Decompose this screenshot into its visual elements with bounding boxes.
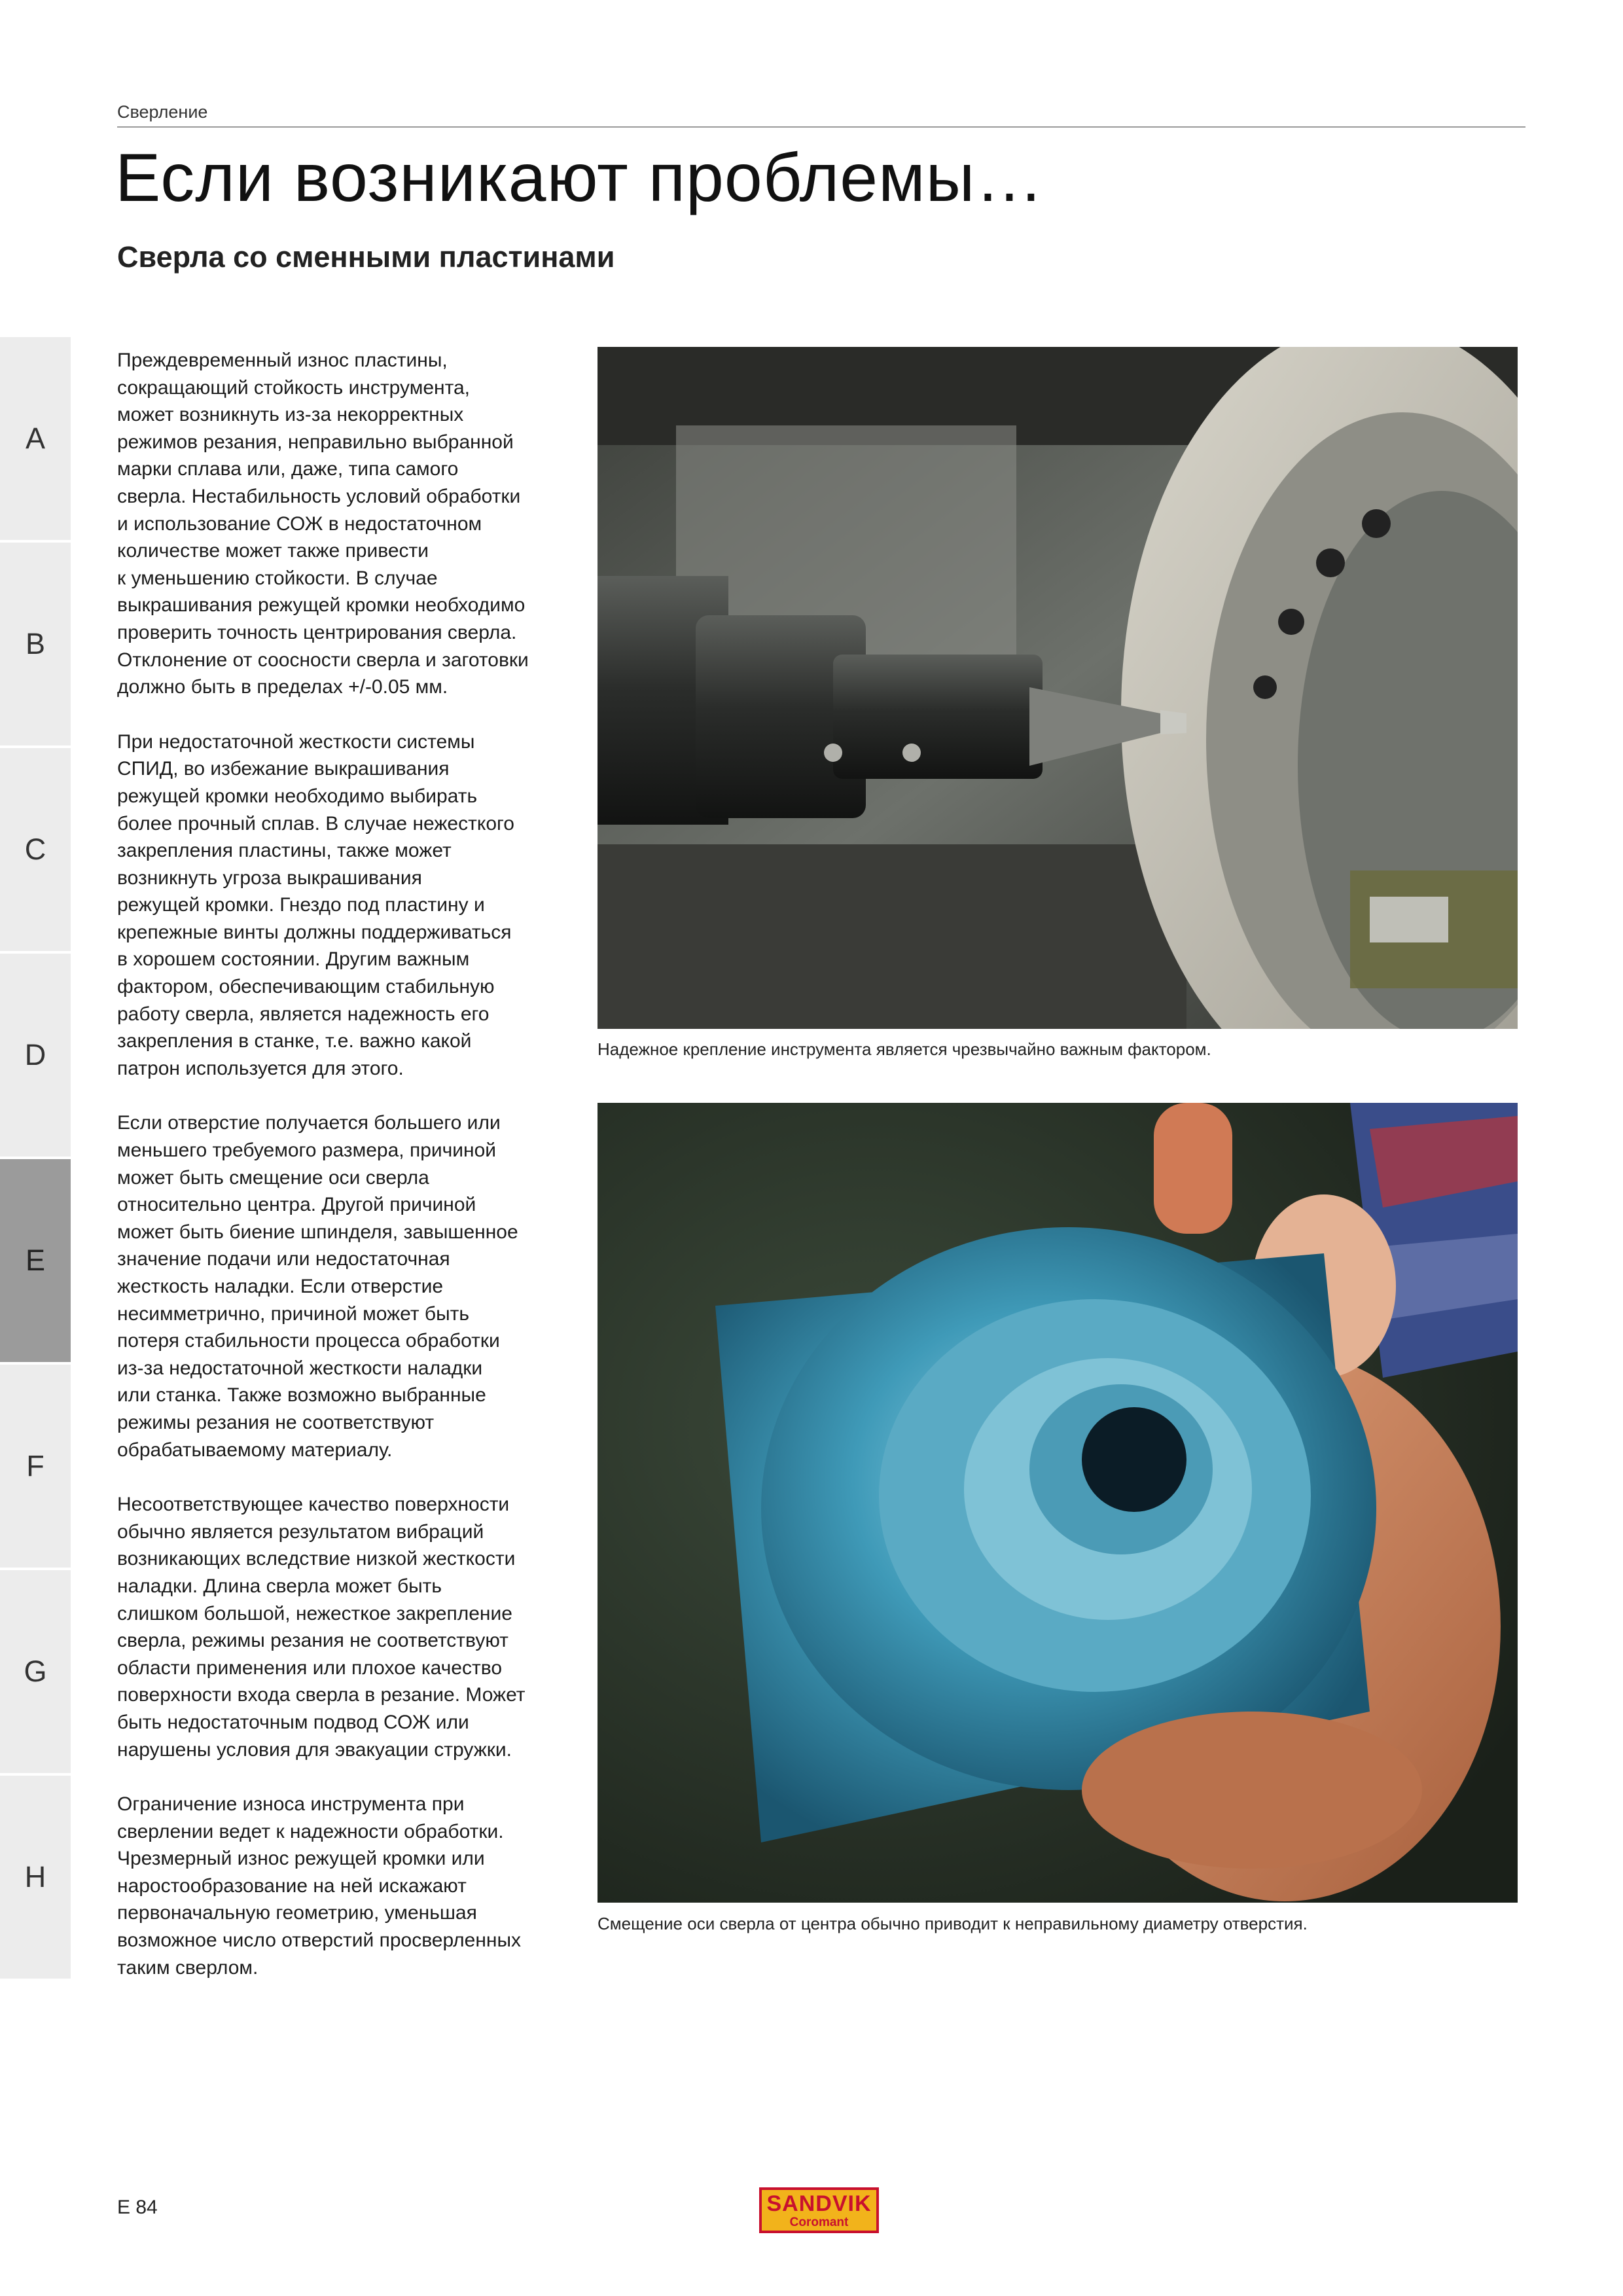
tab-e[interactable]: E bbox=[0, 1159, 71, 1362]
page-subtitle: Сверла со сменными пластинами bbox=[117, 240, 615, 274]
tab-f[interactable]: F bbox=[0, 1365, 71, 1568]
paragraph-wear-limit: Ограничение износа инструмента при сверлении ведет к надежности обработки. Чрезмерный износ режущей кромки или наростообразование на ней искажают первоначальную геометрию, уменьшая возможное число отверстий просверленных таким сверлом. bbox=[117, 1793, 522, 1979]
logo-main-text: SANDVIK bbox=[766, 2191, 872, 2216]
tab-h[interactable]: H bbox=[0, 1776, 71, 1979]
tab-g[interactable]: G bbox=[0, 1570, 71, 1773]
section-tabs bbox=[0, 337, 71, 1981]
photo1-caption: Надежное крепление инструмента является чрезвычайно важным фактором. bbox=[597, 1039, 1211, 1059]
sandvik-coromant-logo bbox=[759, 2187, 879, 2233]
paragraph-hole-size: Если отверстие получается большего или меньшего требуемого размера, причиной может быть смещение оси сверла относительно центра. Другой причиной может быть биение шпинделя, завышенное значение подачи или недостаточная жесткость наладки. Если отверстие несимметрично, причиной может быть потеря стабильности процесса обработки из-за недостаточной жесткости наладки или станка. Также возможно выбранные режимы резания не соответствуют обрабатываемому материалу. bbox=[117, 1112, 518, 1461]
page-title: Если возникают проблемы… bbox=[115, 140, 1044, 216]
tab-d[interactable]: D bbox=[0, 954, 71, 1157]
tab-c[interactable]: C bbox=[0, 748, 71, 951]
top-rule bbox=[117, 126, 1525, 128]
tab-a[interactable]: A bbox=[0, 337, 71, 540]
body-text bbox=[117, 347, 562, 2009]
page-number: E 84 bbox=[117, 2197, 158, 2218]
photo-workpiece-in-hand bbox=[597, 1103, 1518, 1903]
paragraph-surface-quality: Несоответствующее качество поверхности обычно является результатом вибраций возникающих вследствие низкой жесткости наладки. Длина сверла может быть слишком большой, нежесткое закрепление сверла, режимы резания не соответствуют области применения или плохое качество поверхности входа сверла в резание. Может быть недостаточным подвод СОЖ или нарушены условия для эвакуации стружки. bbox=[117, 1494, 526, 1761]
section-label: Сверление bbox=[117, 102, 208, 122]
paragraph-insert-wear: Преждевременный износ пластины, сокращающий стойкость инструмента, может возникнуть из-за некорректных режимов резания, неправильно выбранной марки сплава или, даже, типа самого сверла. Нестабильность условий обработки и использование СОЖ в недостаточном количестве может также привести к уменьшению стойкости. В случае выкрашивания режущей кромки необходимо проверить точность центрирования сверла. Отклонение от соосности сверла и заготовки должно быть в пределах +/-0.05 мм. bbox=[117, 350, 529, 698]
tab-b[interactable]: B bbox=[0, 543, 71, 745]
paragraph-rigidity: При недостаточной жесткости системы СПИД, во избежание выкрашивания режущей кромки необходимо выбирать более прочный сплав. В случае нежесткого закрепления пластины, также может возникнуть угроза выкрашивания режущей кромки. Гнездо под пластину и крепежные винты должны поддерживаться в хорошем состоянии. Другим важным фактором, обеспечивающим стабильную работу сверла, является надежность его закрепления в станке, т.е. важно какой патрон используется для этого. bbox=[117, 730, 514, 1079]
photo-drill-in-holder bbox=[597, 347, 1518, 1029]
photo2-caption: Смещение оси сверла от центра обычно приводит к неправильному диаметру отверстия. bbox=[597, 1914, 1308, 1933]
logo-sub-text: Coromant bbox=[789, 2215, 849, 2229]
